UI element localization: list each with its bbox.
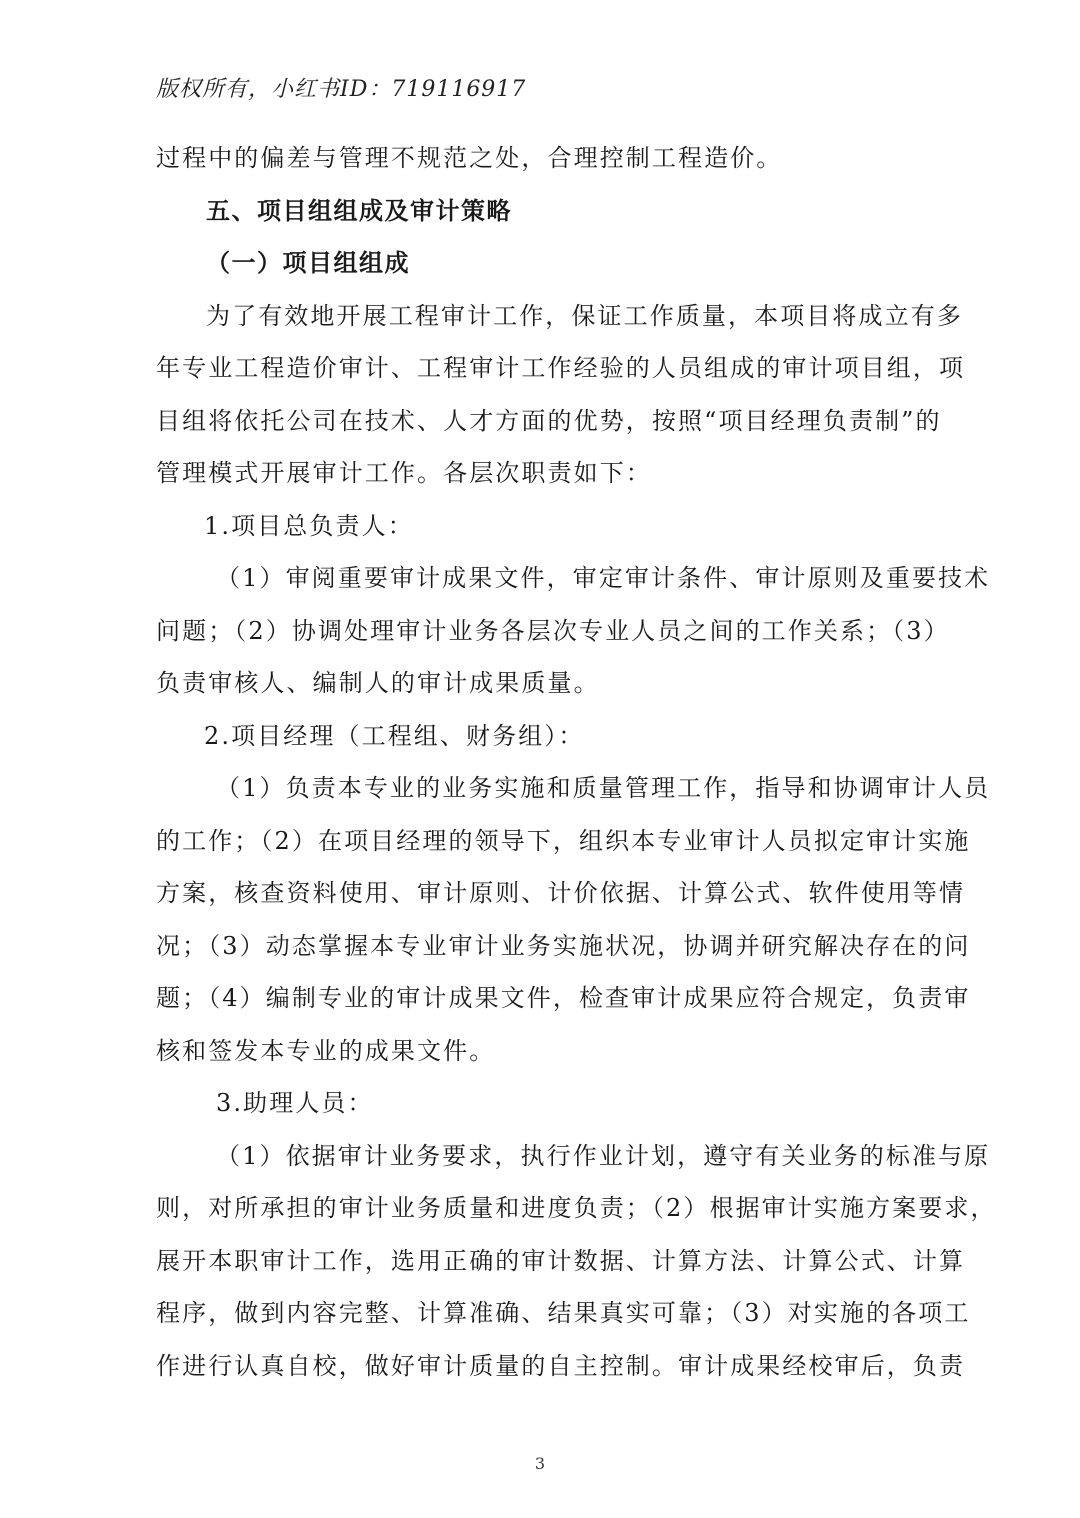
list-item-heading: 1.项目总负责人： (204, 511, 414, 540)
paragraph-line: 负责审核人、编制人的审计成果质量。 (156, 669, 600, 697)
paragraph-line: 问题；（2）协调处理审计业务各层次专业人员之间的工作关系；（3） (156, 616, 950, 645)
paragraph-line: （1）依据审计业务要求，执行作业计划，遵守有关业务的标准与原 (216, 1141, 991, 1170)
section-heading: 五、项目组组成及审计策略 (206, 196, 512, 225)
paragraph-line: 管理模式开展审计工作。各层次职责如下： (156, 459, 652, 487)
paragraph-line: 题；（4）编制专业的审计成果文件，检查审计成果应符合规定，负责审 (156, 984, 971, 1012)
paragraph-line: 的工作；（2）在项目经理的领导下，组织本专业审计人员拟定审计实施 (156, 826, 971, 855)
paragraph-line: 过程中的偏差与管理不规范之处，合理控制工程造价。 (156, 144, 783, 172)
paragraph-line: 程序，做到内容完整、计算准确、结果真实可靠；（3）对实施的各项工 (156, 1299, 971, 1327)
list-item-heading: 3.助理人员： (216, 1089, 374, 1117)
paragraph-line: 展开本职审计工作，选用正确的审计数据、计算方法、计算公式、计算 (156, 1246, 966, 1275)
paragraph-line: 年专业工程造价审计、工程审计工作经验的人员组成的审计项目组，项 (156, 354, 966, 382)
paragraph-line: 核和签发本专业的成果文件。 (156, 1036, 496, 1065)
paragraph-line: 则，对所承担的审计业务质量和进度负责；（2）根据审计实施方案要求， (156, 1194, 997, 1222)
paragraph-line: 为了有效地开展工程审计工作，保证工作质量，本项目将成立有多 (206, 301, 963, 330)
paragraph-line: 方案，核查资料使用、审计原则、计价依据、计算公式、软件使用等情 (156, 879, 966, 907)
paragraph-line: 作进行认真自校，做好审计质量的自主控制。审计成果经校审后，负责 (156, 1351, 966, 1380)
list-item-heading: 2.项目经理（工程组、财务组）： (204, 721, 585, 750)
document-body (156, 132, 997, 1392)
copyright-watermark: 版权所有，小红书ID：719116917 (156, 77, 527, 102)
paragraph-line: （1）审阅重要审计成果文件，审定审计条件、审计原则及重要技术 (216, 564, 991, 592)
subsection-heading: （一）项目组组成 (206, 249, 410, 277)
page-number: 3 (534, 1454, 546, 1473)
paragraph-line: （1）负责本专业的业务实施和质量管理工作，指导和协调审计人员 (216, 774, 991, 802)
paragraph-line: 况；（3）动态掌握本专业审计业务实施状况，协调并研究解决存在的问 (156, 931, 971, 960)
paragraph-line: 目组将依托公司在技术、人才方面的优势，按照“项目经理负责制”的 (156, 406, 942, 435)
